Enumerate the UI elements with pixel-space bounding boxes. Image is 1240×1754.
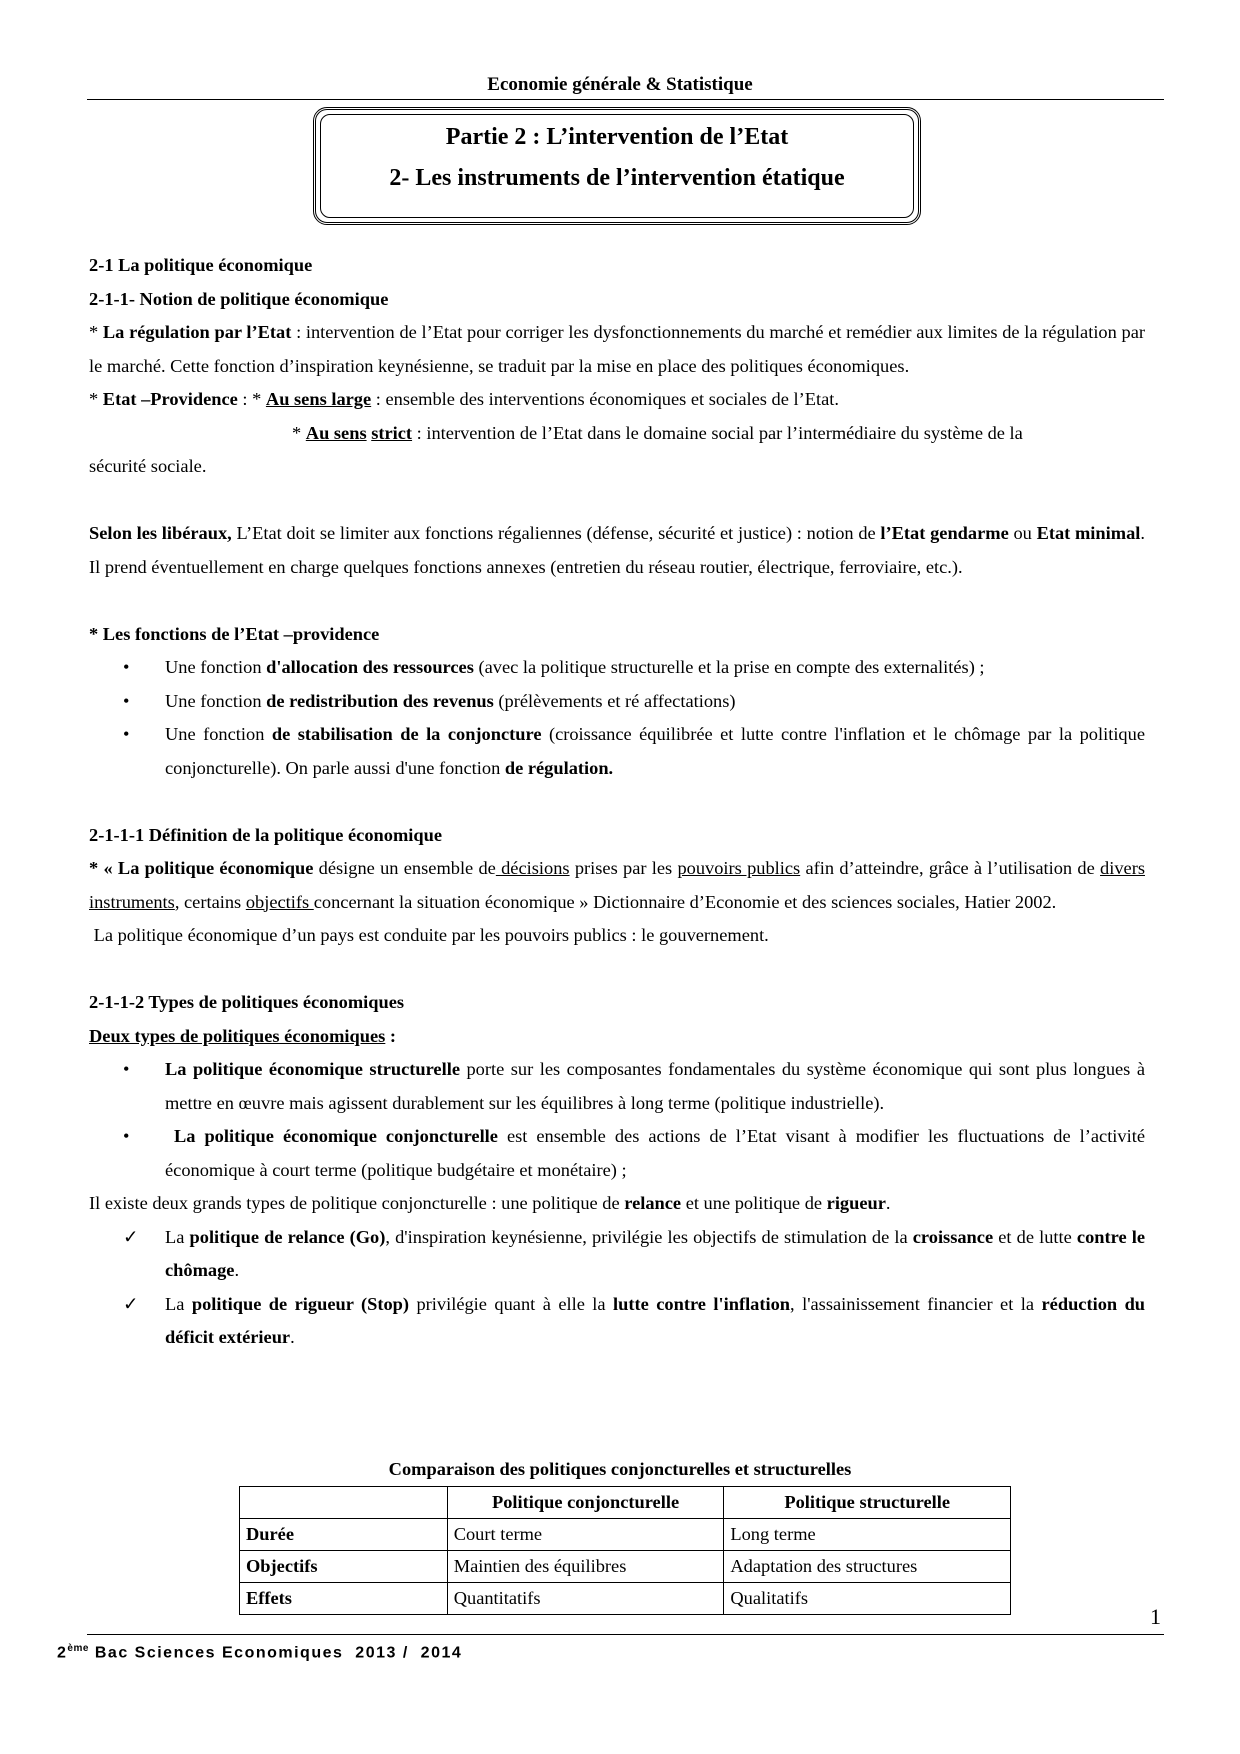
table-cell: Quantitatifs bbox=[447, 1583, 724, 1615]
definition-note: La politique économique d’un pays est conduite par les pouvoirs publics : le gouvernement. bbox=[89, 925, 769, 945]
types-list bbox=[89, 1053, 1145, 1187]
table-row bbox=[240, 1519, 1011, 1551]
check-icon: ✓ bbox=[123, 1293, 139, 1314]
list-item: ✓ La politique de relance (Go), d'inspiration keynésienne, privilégie les objectifs de stimulation de la croissance et de lutte contre le chômage. bbox=[89, 1221, 1145, 1288]
footer: 2ème Bac Sciences Economiques 2013 / 2014 bbox=[57, 1643, 463, 1662]
types-subheading: Deux types de politiques économiques : bbox=[89, 1025, 397, 1046]
table-cell: Qualitatifs bbox=[724, 1583, 1011, 1615]
table-row bbox=[240, 1551, 1011, 1583]
definition-quote: * « La politique économique désigne un ensemble de décisions prises par les pouvoirs publics afin d’atteindre, grâce à l’utilisation de divers instruments, certains objectifs concernant la situation économique » Dictionnaire d’Economie et des sciences sociales, Hatier 2002. bbox=[89, 858, 1145, 912]
list-item: • Une fonction de redistribution des revenus (prélèvements et ré affectations) bbox=[89, 685, 1145, 719]
bullet-icon: • bbox=[123, 657, 130, 677]
liberaux-paragraph: Selon les libéraux, L’Etat doit se limiter aux fonctions régaliennes (défense, sécurité et justice) : notion de l’Etat gendarme ou Etat minimal. Il prend éventuellement en charge quelques fonctions annexes (entretien du réseau routier, électrique, ferroviaire, etc.). bbox=[89, 523, 1145, 577]
list-item: • La politique économique structurelle porte sur les composantes fondamentales du système économique qui sont plus longues à mettre en œuvre mais agissent durablement sur les équilibres à long terme (politique industrielle). bbox=[89, 1053, 1145, 1120]
subsection-heading: 2-1-1- Notion de politique économique bbox=[89, 288, 389, 309]
table-row-header: Objectifs bbox=[240, 1551, 448, 1583]
table-header-row bbox=[240, 1487, 1011, 1519]
footer-rule bbox=[87, 1634, 1164, 1635]
part-title: Partie 2 : L’intervention de l’Etat bbox=[445, 124, 789, 150]
etat-providence-strict: * Au sens strict : intervention de l’Etat dans le domaine social par l’intermédiaire du système de la bbox=[292, 422, 1023, 443]
header-rule bbox=[87, 99, 1164, 100]
table-header-cell: Politique structurelle bbox=[724, 1487, 1011, 1519]
table-row bbox=[240, 1583, 1011, 1615]
list-item: ✓ La politique de rigueur (Stop) privilégie quant à elle la lutte contre l'inflation, l'assainissement financier et la réduction du déficit extérieur. bbox=[89, 1288, 1145, 1355]
fonctions-list bbox=[89, 651, 1145, 785]
table-cell: Adaptation des structures bbox=[724, 1551, 1011, 1583]
chapter-title: 2- Les instruments de l’intervention étatique bbox=[389, 165, 845, 191]
running-header: Economie générale & Statistique bbox=[487, 74, 753, 95]
etat-providence-strict-cont: sécurité sociale. bbox=[89, 456, 207, 476]
table-header-cell: Politique conjoncturelle bbox=[447, 1487, 724, 1519]
list-item: • Une fonction de stabilisation de la conjoncture (croissance équilibrée et lutte contre l'inflation et le chômage par la politique conjoncturelle). On parle aussi d'une fonction de régulation. bbox=[89, 718, 1145, 785]
conjoncturelle-list bbox=[89, 1221, 1145, 1355]
list-item: • La politique économique conjoncturelle est ensemble des actions de l’Etat visant à modifier les fluctuations de l’activité économique à court terme (politique budgétaire et monétaire) ; bbox=[89, 1120, 1145, 1187]
table-cell: Long terme bbox=[724, 1519, 1011, 1551]
bullet-icon: • bbox=[123, 724, 130, 744]
bullet-icon: • bbox=[123, 690, 130, 711]
check-icon: ✓ bbox=[123, 1226, 139, 1247]
types-heading: 2-1-1-2 Types de politiques économiques bbox=[89, 992, 405, 1012]
page-number: 1 bbox=[1150, 1604, 1161, 1629]
table-header-cell bbox=[240, 1487, 448, 1519]
table-cell: Maintien des équilibres bbox=[447, 1551, 724, 1583]
section-heading: 2-1 La politique économique bbox=[89, 255, 313, 275]
table-row-header: Durée bbox=[240, 1519, 448, 1551]
table-cell: Court terme bbox=[447, 1519, 724, 1551]
regulation-paragraph: * La régulation par l’Etat : intervention de l’Etat pour corriger les dysfonctionnements du marché et remédier aux limites de la régulation par le marché. Cette fonction d’inspiration keynésienne, se traduit par la mise en place des politiques économiques. bbox=[89, 322, 1145, 376]
table-caption: Comparaison des politiques conjoncturelles et structurelles bbox=[388, 1459, 852, 1479]
fonctions-heading: * Les fonctions de l’Etat –providence bbox=[89, 623, 380, 644]
main-content bbox=[89, 249, 1145, 1355]
definition-heading: 2-1-1-1 Définition de la politique économique bbox=[89, 824, 442, 845]
bullet-icon: • bbox=[123, 1059, 130, 1079]
comparison-table bbox=[239, 1486, 1011, 1615]
list-item: • Une fonction d'allocation des ressources (avec la politique structurelle et la prise en compte des externalités) ; bbox=[89, 651, 1145, 685]
title-box bbox=[313, 107, 921, 225]
conjoncturelle-intro: Il existe deux grands types de politique conjoncturelle : une politique de relance et une politique de rigueur. bbox=[89, 1193, 891, 1213]
table-row-header: Effets bbox=[240, 1583, 448, 1615]
bullet-icon: • bbox=[123, 1126, 130, 1146]
etat-providence-paragraph: * Etat –Providence : * Au sens large : ensemble des interventions économiques et sociales de l’Etat. bbox=[89, 389, 839, 409]
